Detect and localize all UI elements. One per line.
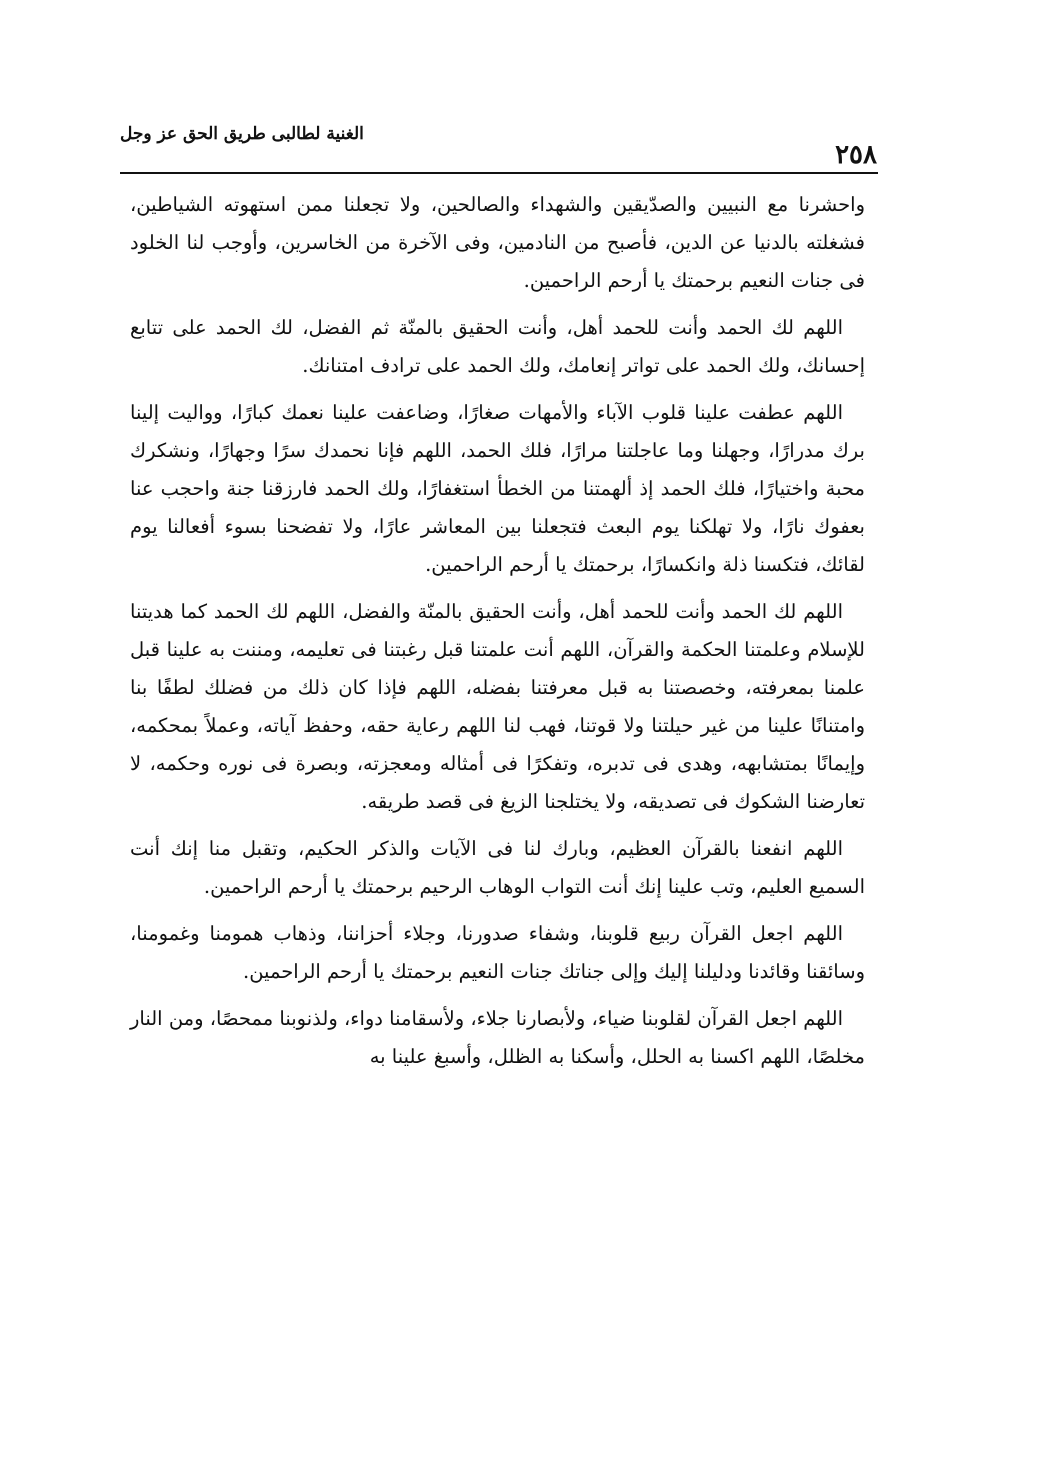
paragraph: اللهم اجعل القرآن لقلوبنا ضياء، ولأبصارنا جلاء، ولأسقامنا دواء، ولذنوبنا ممحصًا، ومن النار مخلصًا، اللهم اكسنا به الحلل، وأسكنا به الظلل، وأسبغ علينا به <box>130 1007 865 1068</box>
paragraph: اللهم عطفت علينا قلوب الآباء والأمهات صغارًا، وضاعفت علينا نعمك كبارًا، وواليت إلينا برك مدرارًا، وجهلنا وما عاجلتنا مرارًا، فلك الحمد، اللهم فإنا نحمدك سرًا وجهارًا، ونشكرك محبة واختيارًا، فلك الحمد إذ ألهمتنا من الخطأ استغفارًا، ولك الحمد فارزقنا جنة واحجب عنا بعفوك نارًا، ولا تهلكنا يوم البعث فتجعلنا بين المعاشر عارًا، ولا تفضحنا بسوء أفعالنا يوم لقائك، فتكسنا ذلة وانكسارًا، برحمتك يا أرحم الراحمين. <box>130 401 865 576</box>
running-title: الغنية لطالبى طريق الحق عز وجل <box>120 124 364 144</box>
paragraph: اللهم اجعل القرآن ربيع قلوبنا، وشفاء صدورنا، وجلاء أحزاننا، وذهاب همومنا وغمومنا، وسائقنا وقائدنا ودليلنا إليك وإلى جناتك جنات النعيم برحمتك يا أرحم الراحمين. <box>130 922 865 983</box>
paragraph: اللهم لك الحمد وأنت للحمد أهل، وأنت الحقيق بالمنّة ثم الفضل، لك الحمد على تتابع إحسانك، ولك الحمد على تواتر إنعامك، ولك الحمد على ترادف امتنانك. <box>130 316 865 377</box>
body-text <box>130 186 865 1085</box>
paragraph: اللهم لك الحمد وأنت للحمد أهل، وأنت الحقيق بالمنّة والفضل، اللهم لك الحمد كما هديتنا للإسلام وعلمتنا الحكمة والقرآن، اللهم أنت علمتنا قبل رغبتنا فى تعليمه، ومننت به علينا قبل علمنا بمعرفته، وخصصتنا به قبل معرفتنا بفضله، اللهم فإذا كان ذلك من فضلك لطفًا بنا وامتنانًا علينا من غير حيلتنا ولا قوتنا، فهب لنا اللهم رعاية حقه، وحفظ آياته، وعملاً بمحكمه، وإيمانًا بمتشابهه، وهدى فى تدبره، وتفكرًا فى أمثاله ومعجزته، وبصرة فى نوره وحكمه، لا تعارضنا الشكوك فى تصديقه، ولا يختلجنا الزيغ فى قصد طريقه. <box>130 600 865 813</box>
page-number: ٢٥٨ <box>835 140 877 170</box>
paragraph: واحشرنا مع النبيين والصدّيقين والشهداء والصالحين، ولا تجعلنا ممن استهوته الشياطين، فشغلته بالدنيا عن الدين، فأصبح من النادمين، وفى الآخرة من الخاسرين، وأوجب لنا الخلود فى جنات النعيم برحمتك يا أرحم الراحمين. <box>130 193 865 292</box>
header-rule <box>120 172 878 174</box>
paragraph: اللهم انفعنا بالقرآن العظيم، وبارك لنا فى الآيات والذكر الحكيم، وتقبل منا إنك أنت السميع العليم، وتب علينا إنك أنت التواب الوهاب الرحيم برحمتك يا أرحم الراحمين. <box>130 837 865 898</box>
